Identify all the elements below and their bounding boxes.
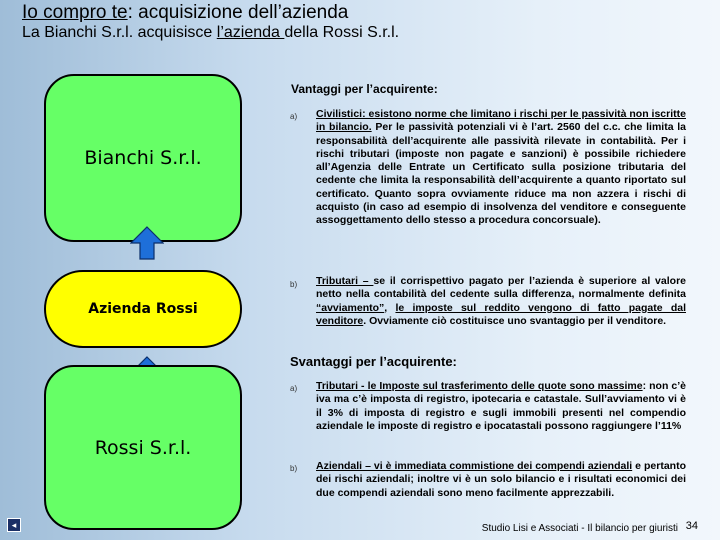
item-body: Per le passività potenziali vi è l’art. 2560 del c.c. che limita la responsabilità dell’acquirente alle passività rilevate in contabilità. Per i rischi tributari (imposte non pagate e sanzioni) è possibile richiedere all’Agenzia delle Entrate un Certificato sulla posizione tributaria del cedente che limita la responsabilità dell’acquirente a quanto riportato sul certificato. Quanto sopra ovviamente riduce ma non azzera i rischi di acquisto (in caso ad esempio di insolvenza del venditore e conseguente assoggettamento dello stesso a procedura concorsuale).: [316, 121, 687, 227]
list-marker: b): [290, 464, 298, 473]
title-rest: : acquisizione dell’azienda: [127, 2, 349, 23]
advantage-tax-item: [316, 275, 686, 328]
item-body: : non c’è iva ma c’è imposta di registro, ipotecaria e catastale. Sull’avviamento vi è il 3% di imposta di registro e sugli immobili presenti nel compendio aziendale le imposte di registro e ipocatastali possono raggiungere l’11%: [316, 380, 687, 432]
advantages-heading: Vantaggi per l’acquirente:: [291, 82, 438, 96]
item-lead: Aziendali – vi è immediata commistione dei compendi aziendali: [316, 460, 633, 472]
list-marker: b): [290, 280, 298, 289]
disadvantage-tax-item: [316, 380, 686, 433]
subtitle-pre: La Bianchi S.r.l. acquisisce: [22, 24, 217, 41]
company-business-label: Azienda Rossi: [88, 301, 198, 317]
subtitle-post: della Rossi S.r.l.: [284, 24, 400, 41]
item-body: se il corrispettivo pagato per l’azienda è superiore al valore netto nella contabilità del cedente sulla differenza, normalmente definita: [316, 275, 686, 301]
company-business-box: [44, 270, 242, 348]
seller-company-box: [44, 365, 242, 530]
up-arrow-icon: [130, 226, 164, 260]
page-title: [22, 2, 348, 24]
item-underlined: le imposte sul reddito vengono di fatto pagate dal venditore: [316, 301, 686, 327]
item-lead: Civilistici: esistono norme che limitano i rischi per le passività non iscritte in bilancio.: [316, 108, 686, 134]
title-underlined: Io compro te: [22, 2, 128, 23]
page-subtitle: [22, 24, 399, 42]
navigation-icon[interactable]: ◂: [7, 518, 21, 532]
buyer-company-label: Bianchi S.r.l.: [84, 147, 202, 169]
item-body: ,: [384, 301, 396, 314]
footer-credit: Studio Lisi e Associati - Il bilancio per giuristi: [481, 523, 678, 534]
buyer-company-box: [44, 74, 242, 242]
item-lead: Tributari - le Imposte sul trasferimento delle quote sono massime: [316, 380, 643, 392]
advantage-civil-item: [316, 108, 686, 228]
item-lead: Tributari –: [316, 275, 374, 287]
list-marker: a): [290, 384, 298, 393]
disadvantages-heading: Svantaggi per l’acquirente:: [290, 354, 457, 369]
item-quoted: “avviamento”: [316, 301, 385, 314]
disadvantage-business-item: [316, 460, 686, 500]
item-body: e pertanto dei rischi aziendali; inoltre vi è un solo bilancio e i risultati economici dei due compendi aziendali sono meno facilmente apprezzabili.: [316, 460, 686, 499]
page-number: 34: [685, 520, 698, 532]
list-marker: a): [290, 112, 298, 121]
item-body: . Ovviamente ciò costituisce uno svantaggio per il venditore.: [363, 314, 667, 327]
seller-company-label: Rossi S.r.l.: [94, 436, 192, 459]
subtitle-underlined: l’azienda: [216, 24, 285, 41]
